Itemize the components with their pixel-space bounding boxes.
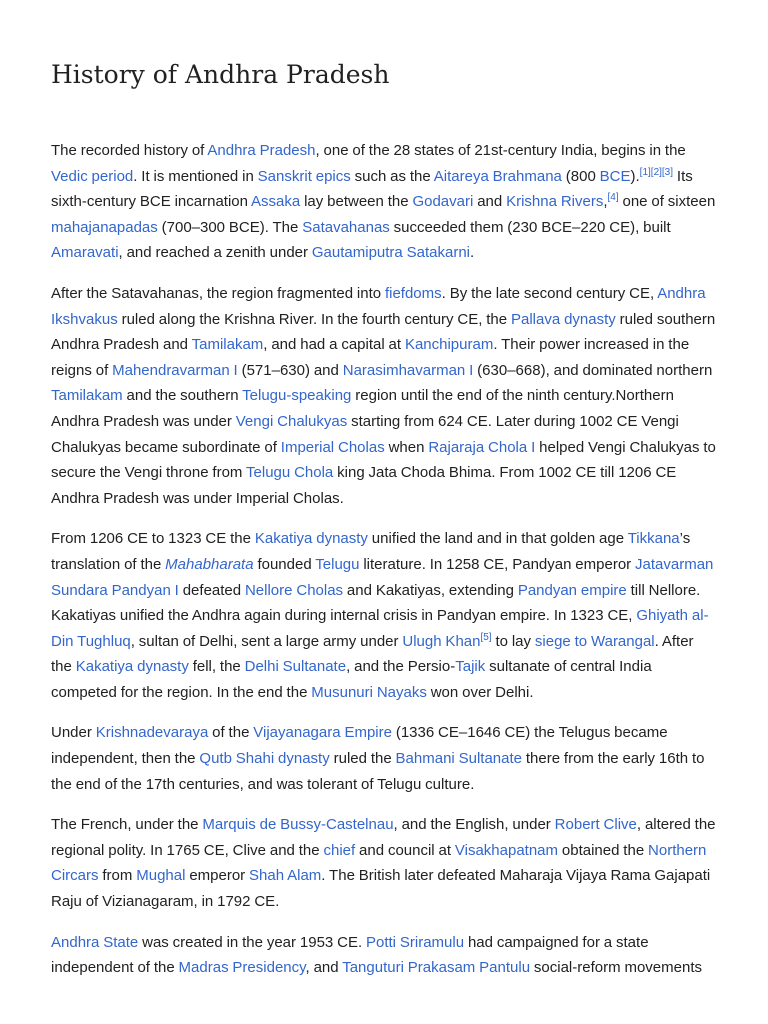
- text-run: obtained the: [558, 841, 649, 859]
- article-link[interactable]: Tikkana: [627, 530, 680, 548]
- article-link[interactable]: Ulugh Khan: [402, 632, 481, 650]
- text-run: Its sixth-century BCE incarnation: [51, 167, 693, 211]
- article-link[interactable]: Narasimhavarman I: [342, 361, 474, 379]
- article-link[interactable]: Pandyan empire: [517, 581, 627, 599]
- article-link[interactable]: Mahendravarman I: [112, 361, 238, 379]
- text-run: defeated: [178, 581, 245, 599]
- text-run: and council at: [355, 841, 455, 859]
- text-run: lay between the: [300, 193, 413, 211]
- article-link[interactable]: Bahmani Sultanate: [395, 750, 522, 768]
- text-run: fell, the: [188, 658, 245, 676]
- article-link[interactable]: Rajaraja Chola I: [428, 438, 536, 456]
- paragraph-5: [51, 812, 718, 914]
- article-link[interactable]: Vengi Chalukyas: [235, 412, 348, 430]
- article-link[interactable]: Sanskrit epics: [257, 167, 351, 185]
- article-link[interactable]: Mahabharata: [165, 555, 254, 573]
- article-link[interactable]: Telugu: [315, 555, 360, 573]
- citation-ref[interactable]: [4]: [607, 192, 619, 204]
- text-run: social-reform movements: [530, 959, 702, 977]
- paragraph-1: [51, 138, 718, 266]
- citation-ref[interactable]: [5]: [480, 631, 492, 643]
- text-run: founded: [253, 555, 316, 573]
- article-link[interactable]: Marquis de Bussy-Castelnau: [202, 816, 394, 834]
- text-run: unified the land and in that golden age: [367, 530, 628, 548]
- article-link[interactable]: Mughal: [136, 867, 186, 885]
- text-run: , and the Persio-: [346, 658, 456, 676]
- paragraph-3: [51, 526, 718, 705]
- article-link[interactable]: Musunuri Nayaks: [311, 683, 427, 701]
- text-run: ruled the: [329, 750, 396, 768]
- text-run: , altered the regional polity. In 1765 CE, Clive and the: [51, 816, 716, 859]
- text-run: and Kakatiyas, extending: [343, 581, 518, 599]
- text-run: sultanate of central India competed for the region. In the end the: [51, 658, 652, 701]
- article-link[interactable]: Ghiyath al-Din Tughluq: [51, 607, 709, 650]
- text-run: such as the: [350, 167, 434, 185]
- article-link[interactable]: Assaka: [251, 193, 301, 211]
- article-link[interactable]: Nellore Cholas: [244, 581, 344, 599]
- text-run: , and: [305, 959, 343, 977]
- article-link[interactable]: Gautamiputra Satakarni: [311, 244, 470, 262]
- article-link[interactable]: Telugu-speaking: [242, 387, 352, 405]
- text-run: (1336 CE–1646 CE) the Telugus became independent, then the: [51, 724, 668, 768]
- article-link[interactable]: Krishna Rivers: [506, 193, 604, 211]
- article-link[interactable]: Tamilakam: [51, 387, 123, 405]
- text-run: helped Vengi Chalukyas to secure the Vengi throne from: [51, 438, 716, 482]
- text-run: ruled southern Andhra Pradesh and: [51, 310, 716, 354]
- citation-link[interactable]: [640, 167, 673, 178]
- citation-ref[interactable]: [1][2][3]: [639, 166, 674, 178]
- text-run: literature. In 1258 CE, Pandyan emperor: [359, 555, 636, 573]
- article-link[interactable]: Kakatiya dynasty: [254, 530, 368, 548]
- text-run: king Jata Choda Bhima. From 1002 CE till 1206 CE Andhra Pradesh was under Imperial Cholas.: [51, 464, 677, 507]
- text-run: starting from 624 CE. Later during 1002 CE Vengi Chalukyas became subordinate of: [51, 412, 679, 456]
- text-run: Under: [51, 724, 96, 742]
- text-run: won over Delhi.: [426, 683, 534, 701]
- article-link[interactable]: Tajik: [455, 658, 486, 676]
- text-run: succeeded them (230 BCE–220 CE), built: [389, 218, 671, 236]
- article-link[interactable]: Amaravati: [51, 244, 119, 262]
- text-run: from: [98, 867, 137, 885]
- text-run: ruled along the Krishna River. In the fourth century CE, the: [117, 310, 511, 328]
- article-link[interactable]: Visakhapatnam: [454, 841, 559, 859]
- text-run: of the: [208, 724, 254, 742]
- text-run: there from the early 16th to the end of the 17th centuries, and was tolerant of Telugu culture.: [51, 750, 705, 793]
- article-link[interactable]: Vijayanagara Empire: [253, 724, 392, 742]
- article-link[interactable]: Kanchipuram: [404, 336, 494, 354]
- article-link[interactable]: siege to Warangal: [534, 632, 655, 650]
- text-run: (700–300 BCE). The: [157, 218, 303, 236]
- article-link[interactable]: Delhi Sultanate: [244, 658, 347, 676]
- text-run: , sultan of Delhi, sent a large army under: [130, 632, 403, 650]
- article-link[interactable]: fiefdoms: [384, 284, 442, 302]
- article-link[interactable]: Aitareya Brahmana: [433, 167, 562, 185]
- text-run: ’s translation of the: [51, 530, 691, 573]
- text-run: . Their power increased in the reigns of: [51, 336, 690, 379]
- text-run: one of sixteen: [618, 193, 716, 211]
- text-run: till Nellore. Kakatiyas unified the Andhra again during internal crisis in Pandyan empire. In 1323 CE,: [51, 581, 701, 625]
- text-run: (800: [561, 167, 600, 185]
- article-link[interactable]: Andhra Ikshvakus: [51, 284, 706, 328]
- article-link[interactable]: Satavahanas: [302, 218, 390, 236]
- text-run: emperor: [185, 867, 250, 885]
- article-link[interactable]: Kakatiya dynasty: [75, 658, 189, 676]
- text-run: After the Satavahanas, the region fragmented into: [51, 284, 385, 302]
- article-link[interactable]: Andhra State: [51, 933, 139, 951]
- text-run: and the southern: [122, 387, 243, 405]
- article-link[interactable]: Andhra Pradesh: [207, 142, 316, 159]
- text-run: . The British later defeated Maharaja Vijaya Rama Gajapati Raju of Vizianagaram, in 1792 CE.: [51, 867, 711, 911]
- article-link[interactable]: Telugu Chola: [246, 464, 334, 482]
- article-link[interactable]: chief: [323, 841, 356, 859]
- article-link[interactable]: Imperial Cholas: [280, 438, 385, 456]
- text-run: , and the English, under: [393, 816, 555, 834]
- article-link[interactable]: BCE: [599, 167, 631, 185]
- paragraph-2: [51, 281, 718, 511]
- article-link[interactable]: Jatavarman Sundara Pandyan I: [51, 555, 714, 599]
- text-run: (630–668), and dominated northern: [473, 361, 713, 379]
- text-run: . By the late second century CE,: [441, 284, 658, 302]
- text-run: had campaigned for a state independent of the: [51, 933, 649, 977]
- text-run: to lay: [491, 632, 535, 650]
- article-link[interactable]: Godavari: [412, 193, 474, 211]
- article-link[interactable]: Tanguturi Prakasam Pantulu: [342, 959, 531, 977]
- text-run: ,: [603, 193, 608, 211]
- page-title: History of Andhra Pradesh: [51, 60, 390, 89]
- text-run: and: [473, 193, 507, 211]
- text-run: ).: [630, 167, 640, 185]
- article-link[interactable]: Qutb Shahi dynasty: [199, 750, 330, 768]
- article-link[interactable]: Potti Sriramulu: [366, 933, 465, 951]
- text-run: was created in the year 1953 CE.: [138, 933, 366, 951]
- text-run: , and had a capital at: [263, 336, 405, 354]
- citation-link[interactable]: [608, 192, 619, 203]
- paragraph-4: [51, 720, 718, 797]
- citation-link[interactable]: [480, 632, 491, 643]
- article-link[interactable]: Northern Circars: [51, 841, 707, 885]
- text-run: . It is mentioned in: [133, 167, 258, 185]
- text-run: , and reached a zenith under: [118, 244, 312, 262]
- text-run: (571–630) and: [237, 361, 343, 379]
- article-link[interactable]: Pallava dynasty: [511, 310, 616, 328]
- article-link[interactable]: mahajanapadas: [51, 218, 158, 236]
- text-run: region until the end of the ninth century.Northern Andhra Pradesh was under: [51, 387, 674, 430]
- article-link[interactable]: Tamilakam: [191, 336, 264, 354]
- article-link[interactable]: Vedic period: [51, 167, 134, 185]
- text-run: , one of the 28 states of 21st-century India, begins in the: [315, 142, 686, 159]
- text-run: . After the: [51, 632, 694, 676]
- text-run: From 1206 CE to 1323 CE the: [51, 530, 255, 548]
- paragraph-6: [51, 930, 718, 981]
- article-link[interactable]: Krishnadevaraya: [95, 724, 209, 742]
- article-link[interactable]: Shah Alam: [249, 867, 322, 885]
- text-run: .: [470, 244, 475, 262]
- article-link[interactable]: Robert Clive: [554, 816, 637, 834]
- article-link[interactable]: Madras Presidency: [178, 959, 306, 977]
- text-run: when: [384, 438, 429, 456]
- text-run: The recorded history of: [51, 142, 208, 159]
- text-run: The French, under the: [51, 816, 203, 834]
